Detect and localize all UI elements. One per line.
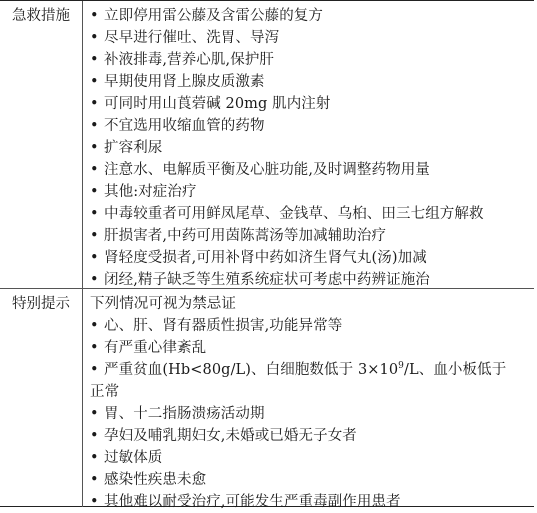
list-item: • 不宜选用收缩血管的药物 <box>90 115 528 137</box>
list-item: • 孕妇及哺乳期妇女,未婚或已婚无子女者 <box>90 425 528 447</box>
bullet-icon: • <box>90 118 99 134</box>
bullet-icon: • <box>90 140 99 156</box>
bullet-icon: • <box>90 74 99 90</box>
list-item: • 其他:对症治疗 <box>90 181 528 203</box>
bullet-icon: • <box>90 494 99 510</box>
bullet-icon: • <box>90 340 99 356</box>
bullet-icon: • <box>90 206 99 222</box>
list-item: • 肝损害者,中药可用茵陈蒿汤等加减辅助治疗 <box>90 225 528 247</box>
bullet-icon: • <box>90 8 99 24</box>
bullet-icon: • <box>90 250 99 266</box>
list-item: • 严重贫血(Hb<80g/L)、白细胞数低于 $3\times 10^9/L$、血小板低于 <box>90 359 528 381</box>
bullet-icon: • <box>90 428 99 444</box>
table-row-emergency <box>0 1 534 288</box>
bullet-icon: • <box>90 96 99 112</box>
list-item: • 早期使用肾上腺皮质激素 <box>90 71 528 93</box>
emergency-measures-list <box>90 5 528 291</box>
bullet-icon: • <box>90 162 99 178</box>
list-item: • 注意水、电解质平衡及心脏功能,及时调整药物用量 <box>90 159 528 181</box>
table-row-special-notes <box>0 288 534 510</box>
list-item: • 心、肝、肾有器质性损害,功能异常等 <box>90 315 528 337</box>
contraindications-list <box>90 293 528 513</box>
list-item: • 可同时用山莨菪碱 20mg 肌内注射 <box>90 93 528 115</box>
bullet-icon: • <box>90 318 99 334</box>
list-item: • 其他难以耐受治疗,可能发生严重毒副作用患者 <box>90 491 528 513</box>
row-label-emergency: 急救措施 <box>12 8 70 24</box>
list-item: • 中毒较重者可用鲜凤尾草、金钱草、乌桕、田三七组方解救 <box>90 203 528 225</box>
list-item: • 立即停用雷公藤及含雷公藤的复方 <box>90 5 528 27</box>
bullet-icon: • <box>90 228 99 244</box>
bullet-icon: • <box>90 30 99 46</box>
contraindications-intro: 下列情况可视为禁忌证 <box>90 296 236 312</box>
column-divider <box>82 289 83 507</box>
list-item: • 补液排毒,营养心肌,保护肝 <box>90 49 528 71</box>
row-label-special-notes: 特别提示 <box>12 296 70 312</box>
bullet-icon: • <box>90 472 99 488</box>
list-item: • 有严重心律紊乱 <box>90 337 528 359</box>
bullet-icon: • <box>90 362 99 378</box>
list-item: • 尽早进行催吐、洗胃、导泻 <box>90 27 528 49</box>
list-item: • 过敏体质 <box>90 447 528 469</box>
exponent: 9 <box>398 361 404 372</box>
list-item: • 肾轻度受损者,可用补肾中药如济生肾气丸(汤)加减 <box>90 247 528 269</box>
bullet-icon: • <box>90 272 99 288</box>
list-item: • 感染性疾患未愈 <box>90 469 528 491</box>
list-item: • 闭经,精子缺乏等生殖系统症状可考虑中药辨证施治 <box>90 269 528 291</box>
list-item: • 胃、十二指肠溃疡活动期 <box>90 403 528 425</box>
bullet-icon: • <box>90 184 99 200</box>
list-item-continuation: 正常 <box>90 384 120 400</box>
list-item: • 扩容利尿 <box>90 137 528 159</box>
bullet-icon: • <box>90 52 99 68</box>
bullet-icon: • <box>90 450 99 466</box>
bullet-icon: • <box>90 406 99 422</box>
column-divider <box>82 1 83 288</box>
